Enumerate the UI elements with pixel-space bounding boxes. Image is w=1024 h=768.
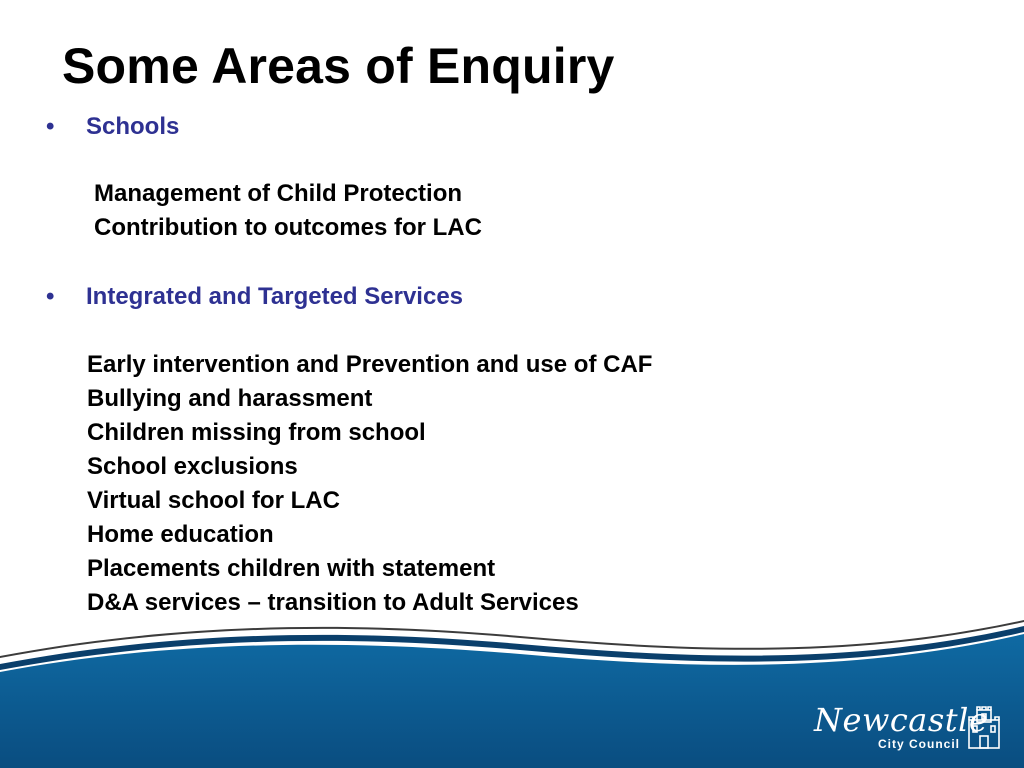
list-item: Placements children with statement <box>87 555 496 582</box>
list-item: Children missing from school <box>87 419 426 446</box>
castle-icon <box>966 706 1002 750</box>
slide-title: Some Areas of Enquiry <box>62 38 615 94</box>
bullet-point: • <box>46 283 55 310</box>
logo-subtext: City Council <box>878 737 961 751</box>
section-heading-integrated-services: Integrated and Targeted Services <box>86 283 464 310</box>
schools-list <box>94 177 482 245</box>
list-item: D&A services – transition to Adult Services <box>87 589 579 616</box>
bullet-point: • <box>46 113 55 140</box>
list-item: Bullying and harassment <box>87 385 373 412</box>
list-item: Management of Child Protection <box>94 180 463 207</box>
integrated-services-list <box>87 348 652 620</box>
section-heading-schools: Schools <box>86 113 180 140</box>
list-item: Home education <box>87 521 274 548</box>
bullet-schools <box>46 112 179 142</box>
list-item: Contribution to outcomes for LAC <box>94 214 482 241</box>
bullet-integrated-services <box>46 282 463 312</box>
list-item: Virtual school for LAC <box>87 487 340 514</box>
list-item: Early intervention and Prevention and use of CAF <box>87 351 653 378</box>
logo-wordmark: Newcastle <box>814 701 989 739</box>
list-item: School exclusions <box>87 453 298 480</box>
council-logo <box>814 700 1004 756</box>
